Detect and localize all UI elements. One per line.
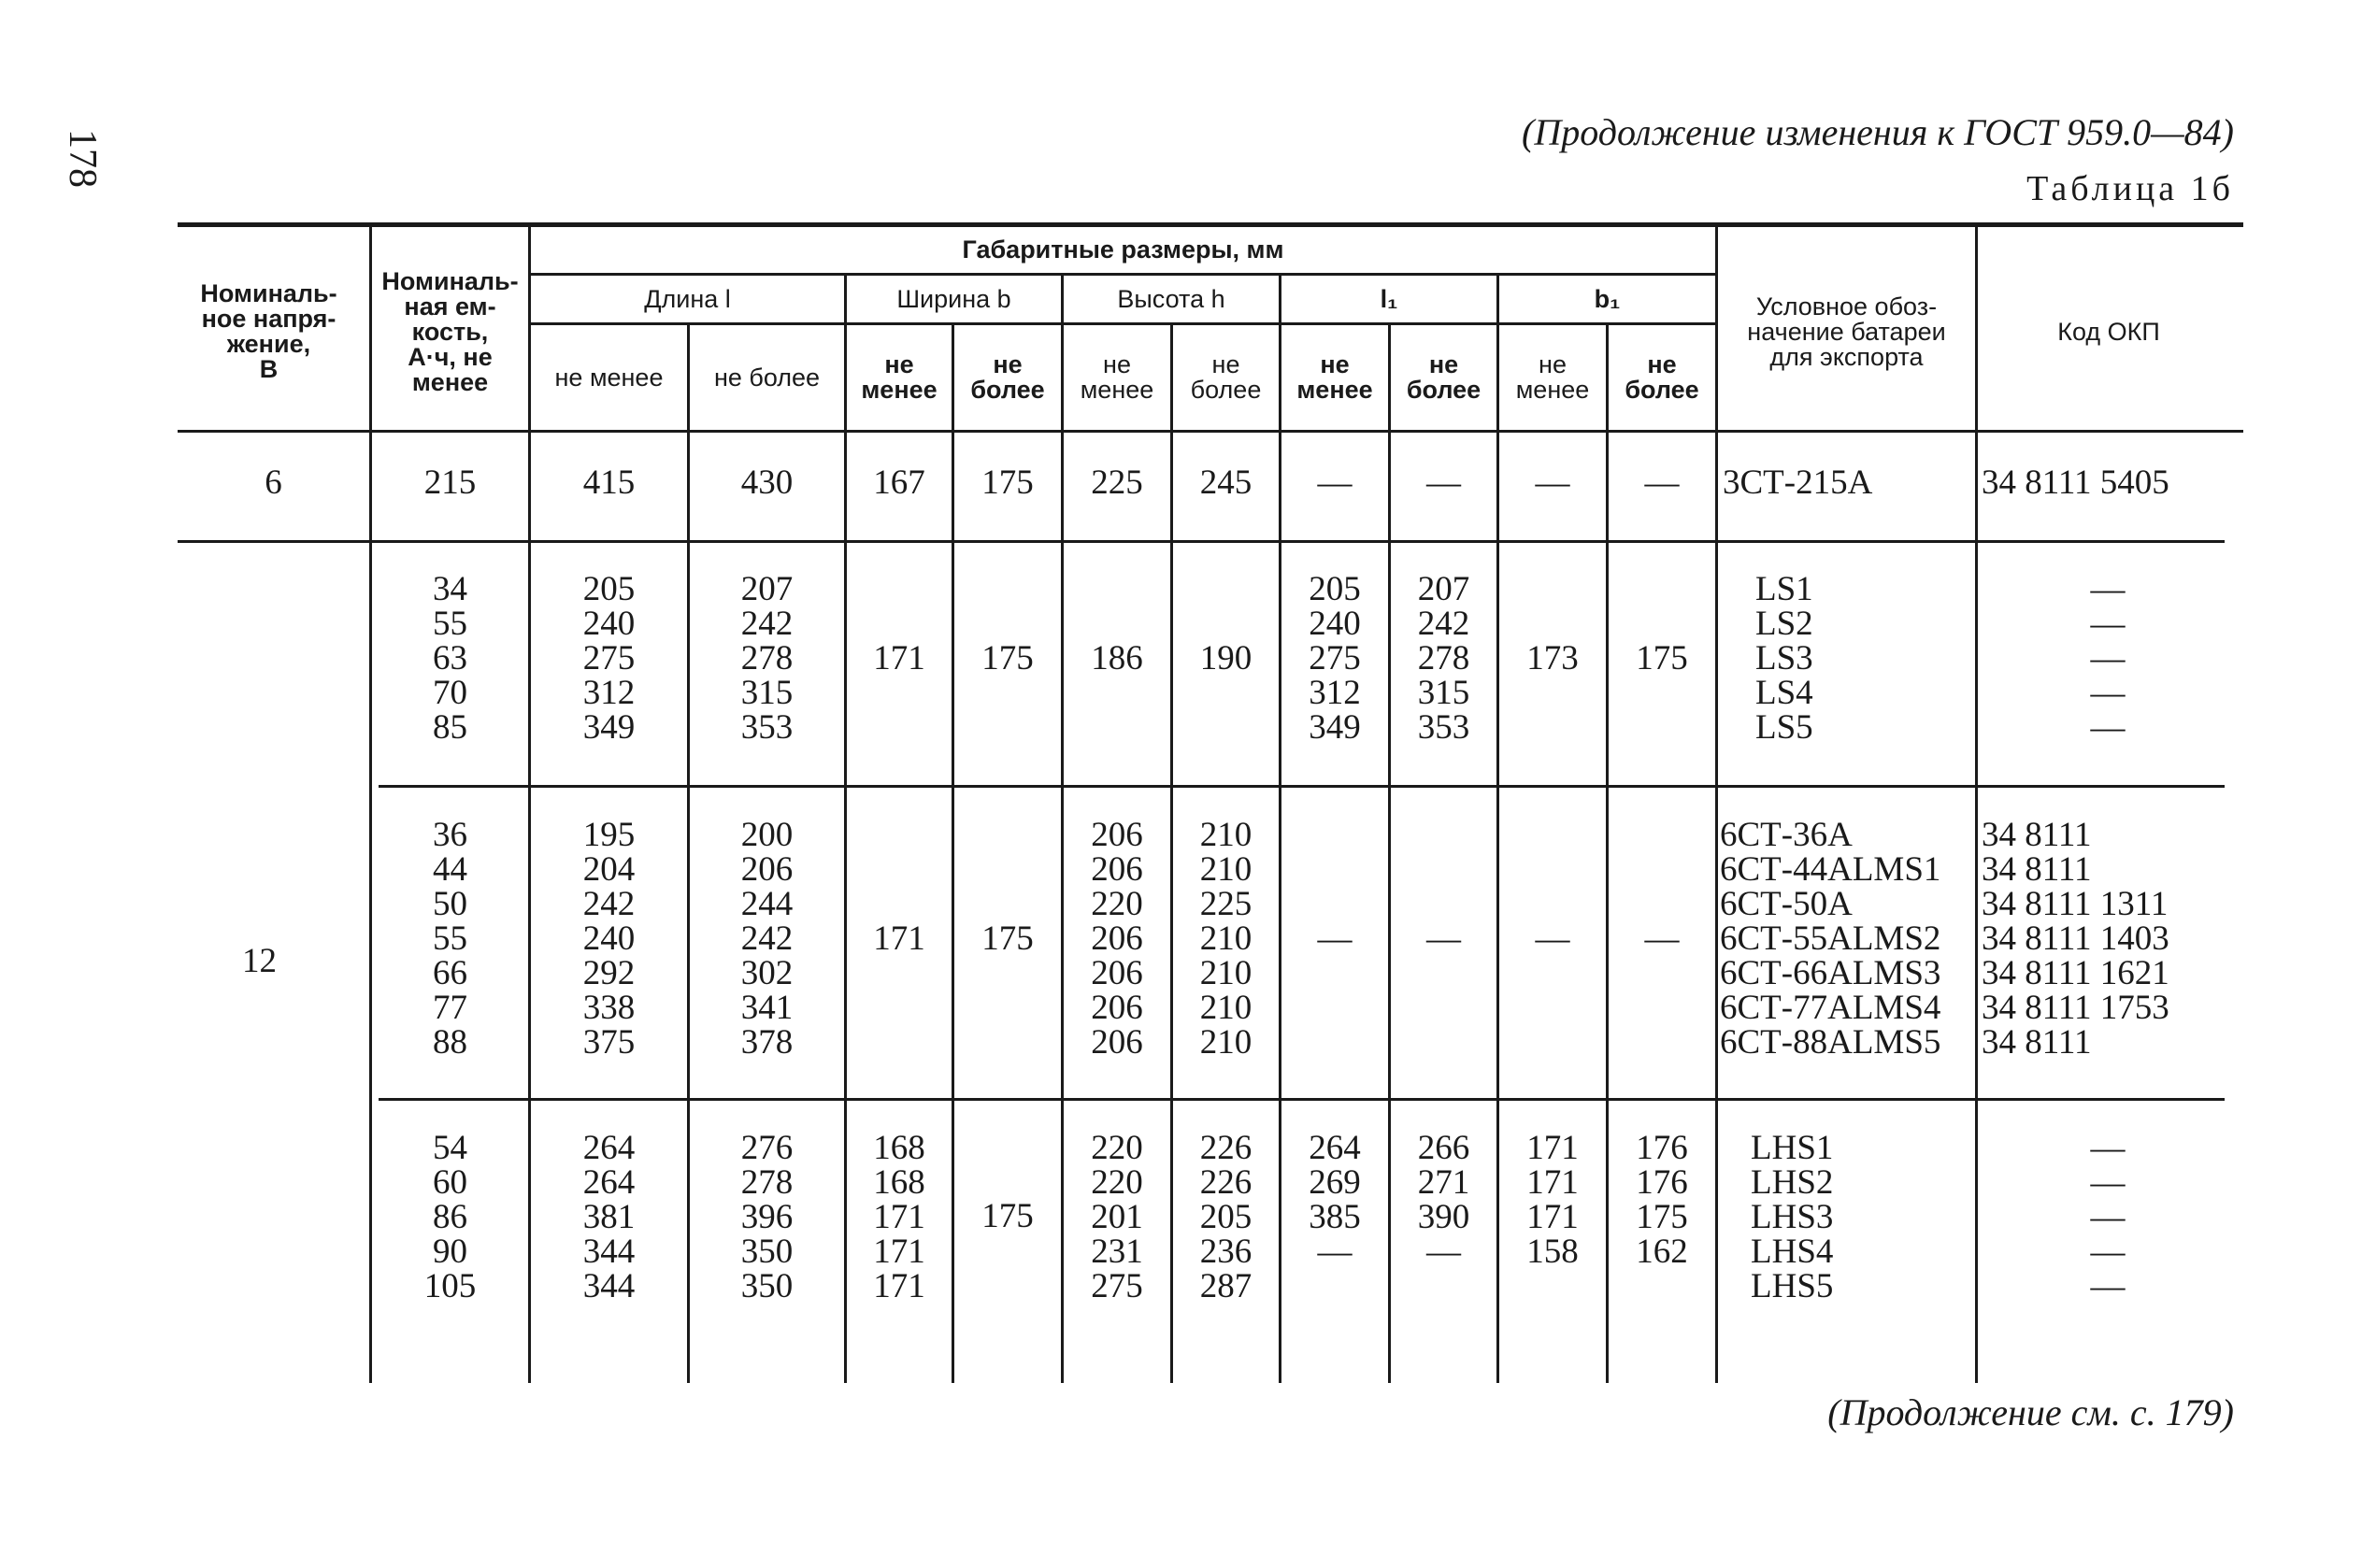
l1-min-cell: 205 240 275 312 349 — [1309, 570, 1361, 747]
length-max-cell: 276 278 396 350 350 — [740, 1129, 794, 1305]
height-min-cell: 225 — [1091, 463, 1143, 502]
header-voltage: Номиналь- ное напря- жение, В — [200, 279, 337, 383]
header-length-min: не менее — [554, 363, 664, 392]
designation-cell: LHS1 LHS2 LHS3 LHS4 LHS5 — [1751, 1129, 1834, 1305]
group-rule-1 — [178, 540, 2225, 543]
header-width-max: не более — [970, 350, 1045, 404]
designation-cell: 6СТ-36А 6СТ-44ALMS1 6СТ-50А 6СТ-55ALMS2 6СТ-66ALMS3 6СТ-77ALMS4 6СТ-88ALMS5 — [1720, 816, 1941, 1062]
height-min-cell: 220 220 201 231 275 — [1091, 1129, 1143, 1305]
header-width-min: не менее — [861, 350, 938, 404]
designation-cell: 3СТ-215А — [1723, 463, 1873, 502]
height-min-cell: 206 206 220 206 206 206 206 — [1091, 816, 1143, 1062]
width-max-cell: 175 — [981, 463, 1034, 502]
b1-max-cell: 176 176 175 162 — [1636, 1129, 1688, 1271]
width-max-cell: 175 — [981, 919, 1034, 958]
l1-min-cell: — — [1317, 919, 1353, 958]
height-max-cell: 210 210 225 210 210 210 210 — [1199, 816, 1253, 1062]
header-height-min: не менее — [1080, 350, 1154, 404]
l1-max-cell: 207 242 278 315 353 — [1417, 570, 1470, 747]
okp-cell: 34 8111 34 8111 34 8111 1311 34 8111 1403 34 8111 1621 34 8111 1753 34 8111 — [1982, 816, 2169, 1062]
header-capacity: Номиналь- ная ем- кость, А·ч, не менее — [381, 266, 519, 396]
header-l1-min: не менее — [1296, 350, 1373, 404]
header-height-max: не более — [1190, 350, 1262, 404]
b1-min-cell: — — [1535, 919, 1570, 958]
length-max-cell: 430 — [740, 463, 794, 502]
voltage-cell: 12 — [242, 942, 277, 980]
header-length: Длина l — [644, 284, 731, 313]
length-min-cell: 264 264 381 344 344 — [582, 1129, 636, 1305]
header-dimensions: Габаритные размеры, мм — [962, 235, 1284, 264]
l1-max-cell: — — [1426, 919, 1461, 958]
length-min-cell: 195 204 242 240 292 338 375 — [582, 816, 636, 1062]
b1-min-cell: 173 — [1526, 639, 1579, 677]
width-min-cell: 167 — [873, 463, 925, 502]
l1-max-cell: — — [1426, 463, 1461, 502]
okp-cell: — — — — — — [2090, 570, 2126, 747]
group-rule-2 — [379, 785, 2225, 788]
capacity-cell: 215 — [423, 463, 477, 502]
capacity-cell: 34 55 63 70 85 — [433, 570, 467, 747]
length-max-cell: 207 242 278 315 353 — [740, 570, 794, 747]
table-caption: Таблица 1б — [2026, 169, 2234, 208]
height-min-cell: 186 — [1091, 639, 1143, 677]
b1-max-cell: — — [1644, 463, 1680, 502]
header-b1-min: не менее — [1515, 350, 1590, 404]
page-number: 178 — [61, 129, 104, 188]
header-l1: l₁ — [1380, 284, 1398, 313]
capacity-cell: 36 44 50 55 66 77 88 — [433, 816, 467, 1062]
height-max-cell: 190 — [1199, 639, 1253, 677]
l1-min-cell: — — [1317, 463, 1353, 502]
header-l1-max: не более — [1406, 350, 1482, 404]
header-okp: Код ОКП — [2057, 317, 2160, 346]
b1-min-cell: — — [1535, 463, 1570, 502]
okp-cell: — — — — — — [2090, 1129, 2126, 1305]
b1-min-cell: 171 171 171 158 — [1526, 1129, 1579, 1271]
l1-max-cell: 266 271 390 — — [1417, 1129, 1470, 1271]
height-max-cell: 245 — [1199, 463, 1253, 502]
l1-min-cell: 264 269 385 — — [1309, 1129, 1361, 1271]
length-min-cell: 205 240 275 312 349 — [582, 570, 636, 747]
continuation-footer: (Продолжение см. с. 179) — [1827, 1391, 2234, 1433]
header-length-max: не более — [713, 363, 821, 392]
header-b1-max: не более — [1625, 350, 1699, 404]
designation-cell: LS1 LS2 LS3 LS4 LS5 — [1755, 570, 1813, 747]
length-min-cell: 415 — [582, 463, 636, 502]
group-rule-3 — [379, 1098, 2225, 1101]
voltage-cell: 6 — [265, 463, 282, 502]
header-width: Ширина b — [896, 284, 1011, 313]
b1-max-cell: 175 — [1636, 639, 1688, 677]
header-height: Высота h — [1117, 284, 1225, 313]
header-bottom-rule — [178, 430, 2243, 433]
header-b1: b₁ — [1594, 284, 1621, 313]
height-max-cell: 226 226 205 236 287 — [1199, 1129, 1253, 1305]
width-max-cell: 175 — [981, 639, 1034, 677]
width-min-cell: 171 — [873, 639, 925, 677]
header-designation: Условное обоз- начение батареи для экспорта — [1747, 292, 1946, 371]
capacity-cell: 54 60 86 90 105 — [423, 1129, 477, 1305]
continuation-header: (Продолжение изменения к ГОСТ 959.0—84) — [1522, 111, 2234, 153]
b1-max-cell: — — [1644, 919, 1680, 958]
width-max-cell: 175 — [981, 1197, 1034, 1235]
width-min-cell: 168 168 171 171 171 — [873, 1129, 925, 1305]
width-min-cell: 171 — [873, 919, 925, 958]
length-max-cell: 200 206 244 242 302 341 378 — [740, 816, 794, 1062]
okp-cell: 34 8111 5405 — [1982, 463, 2169, 502]
